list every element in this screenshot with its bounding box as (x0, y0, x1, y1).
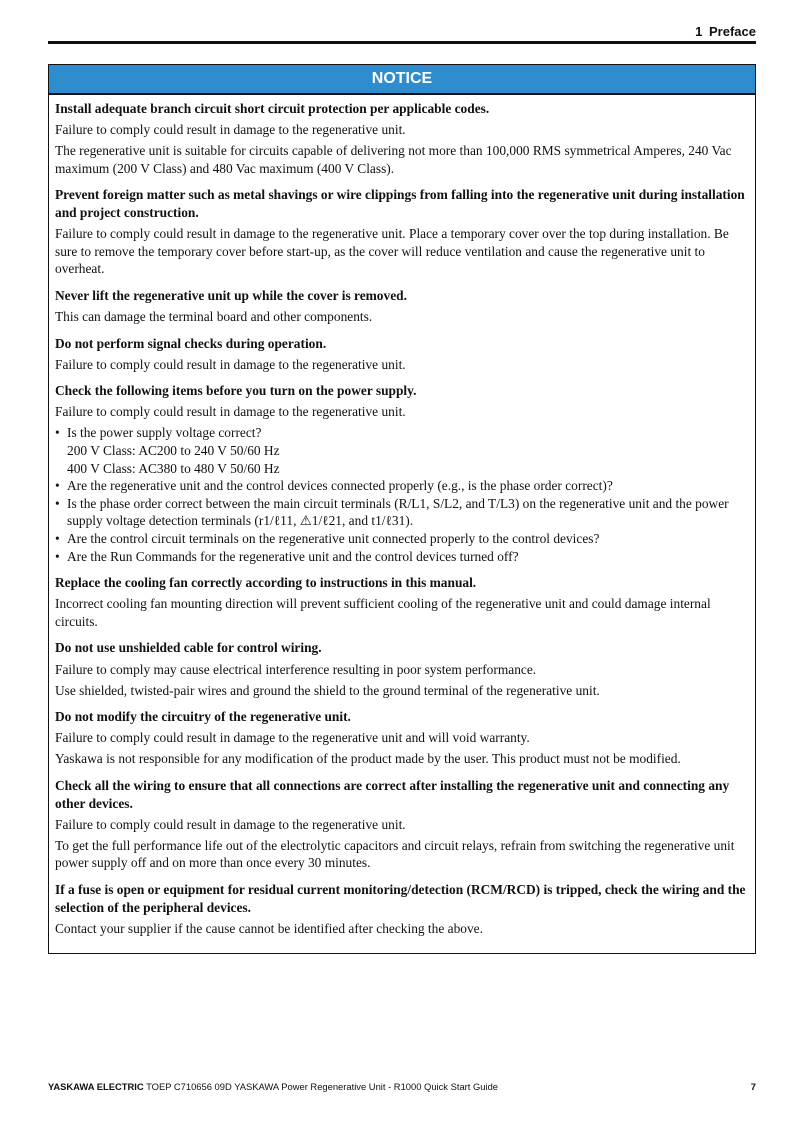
notice-heading: Install adequate branch circuit short circuit protection per applicable codes. (55, 101, 490, 116)
check-list (55, 424, 747, 565)
notice-item-power-checks (55, 382, 747, 565)
notice-paragraph: To get the full performance life out of the electrolytic capacitors and circuit relays, refrain from switching the regenerative unit power supply off and on more than once every 30 minutes. (55, 837, 735, 871)
notice-item-modify-circuitry (55, 708, 747, 768)
notice-paragraph: The regenerative unit is suitable for circuits capable of delivering not more than 100,000 RMS symmetrical Amperes, 240 Vac maximum (200 V Class) and 480 Vac maximum (400 V Class). (55, 143, 732, 176)
notice-item-branch-protection (55, 100, 747, 177)
notice-paragraph: Failure to comply could result in damage to the regenerative unit. (55, 816, 406, 832)
notice-paragraph: Yaskawa is not responsible for any modification of the product made by the user. This product must not be modified. (55, 751, 681, 767)
notice-paragraph: This can damage the terminal board and other components. (55, 308, 373, 324)
notice-item-fuse-open (55, 881, 747, 937)
list-item-text: Are the Run Commands for the regenerative unit and the control devices turned off? (67, 548, 519, 564)
bullet-icon: • (55, 530, 60, 546)
bullet-icon: • (55, 425, 60, 441)
list-item (55, 495, 747, 530)
notice-item-signal-checks (55, 335, 747, 374)
bullet-icon: • (55, 495, 60, 511)
notice-heading: Do not use unshielded cable for control wiring. (55, 640, 322, 656)
bullet-icon: • (55, 478, 60, 494)
list-item (55, 477, 747, 495)
notice-heading: Prevent foreign matter such as metal shavings or wire clippings from falling into the regenerative unit during installation and project construction. (55, 187, 745, 220)
list-item-text: Is the phase order correct between the main circuit terminals (R/L1, S/L2, and T/L3) on the regenerative unit and the power supply voltage detection terminals (r1/ℓ11, ⚠1/ℓ21, and t1/ℓ31). (67, 495, 729, 529)
notice-paragraph: Failure to comply could result in damage to the regenerative unit. (55, 122, 406, 138)
notice-heading: If a fuse is open or equipment for residual current monitoring/detection (RCM/RCD) is tripped, check the wiring and the selection of the peripheral devices. (55, 881, 746, 915)
notice-heading: Replace the cooling fan correctly according to instructions in this manual. (55, 575, 477, 591)
bullet-icon: • (55, 548, 60, 564)
list-item (55, 548, 747, 566)
voltage-line: 400 V Class: AC380 to 480 V 50/60 Hz (67, 460, 280, 476)
notice-paragraph: Failure to comply could result in damage to the regenerative unit. (55, 356, 406, 372)
notice-heading: Check the following items before you turn on the power supply. (55, 383, 417, 399)
notice-paragraph: Failure to comply could result in damage to the regenerative unit and will void warranty. (55, 730, 530, 746)
notice-paragraph: Failure to comply may cause electrical interference resulting in poor system performance. (55, 661, 537, 677)
voltage-line: 200 V Class: AC200 to 240 V 50/60 Hz (67, 443, 280, 458)
notice-paragraph: Contact your supplier if the cause cannot be identified after checking the above. (55, 920, 483, 936)
notice-heading: Do not perform signal checks during operation. (55, 335, 327, 351)
notice-item-shielded-cable (55, 639, 747, 699)
list-item (55, 424, 747, 442)
notice-paragraph: Use shielded, twisted-pair wires and ground the shield to the ground terminal of the regenerative unit. (55, 682, 600, 698)
notice-body (49, 95, 755, 937)
notice-item-wiring-check (55, 777, 747, 872)
notice-title: NOTICE (49, 65, 755, 95)
list-item-text: Is the power supply voltage correct? (67, 425, 262, 441)
footer-company: YASKAWA ELECTRIC (48, 1081, 144, 1092)
page-header (48, 24, 756, 44)
notice-paragraph: Failure to comply could result in damage to the regenerative unit. (55, 404, 406, 420)
notice-heading: Check all the wiring to ensure that all connections are correct after installing the regenerative unit and connecting any other devices. (55, 778, 730, 811)
section-title: 1 Preface (695, 24, 756, 39)
notice-box (48, 64, 756, 954)
notice-paragraph: Failure to comply could result in damage to the regenerative unit. Place a temporary cover over the top during installation. Be sure to remove the temporary cover before start-up, as the cover will reduce ventilation and cause the regenerative unit to overheat. (55, 226, 729, 277)
footer-doc-info (48, 1081, 498, 1092)
notice-heading: Do not modify the circuitry of the regenerative unit. (55, 709, 351, 725)
notice-item-foreign-matter (55, 186, 747, 277)
footer-doc-title: TOEP C710656 09D YASKAWA Power Regenerative Unit - R1000 Quick Start Guide (146, 1081, 499, 1092)
notice-heading: Never lift the regenerative unit up while the cover is removed. (55, 287, 407, 303)
notice-item-cooling-fan (55, 574, 747, 630)
notice-paragraph: Incorrect cooling fan mounting direction will prevent sufficient cooling of the regenerative unit and could damage internal circuits. (55, 596, 711, 629)
list-item (55, 530, 747, 548)
list-item-text: Are the regenerative unit and the control devices connected properly (e.g., is the phase order correct)? (67, 478, 613, 494)
notice-item-lift (55, 287, 747, 326)
list-item-text: Are the control circuit terminals on the regenerative unit connected properly to the control devices? (67, 530, 600, 546)
page-number: 7 (750, 1081, 756, 1092)
page-footer (48, 1081, 756, 1095)
